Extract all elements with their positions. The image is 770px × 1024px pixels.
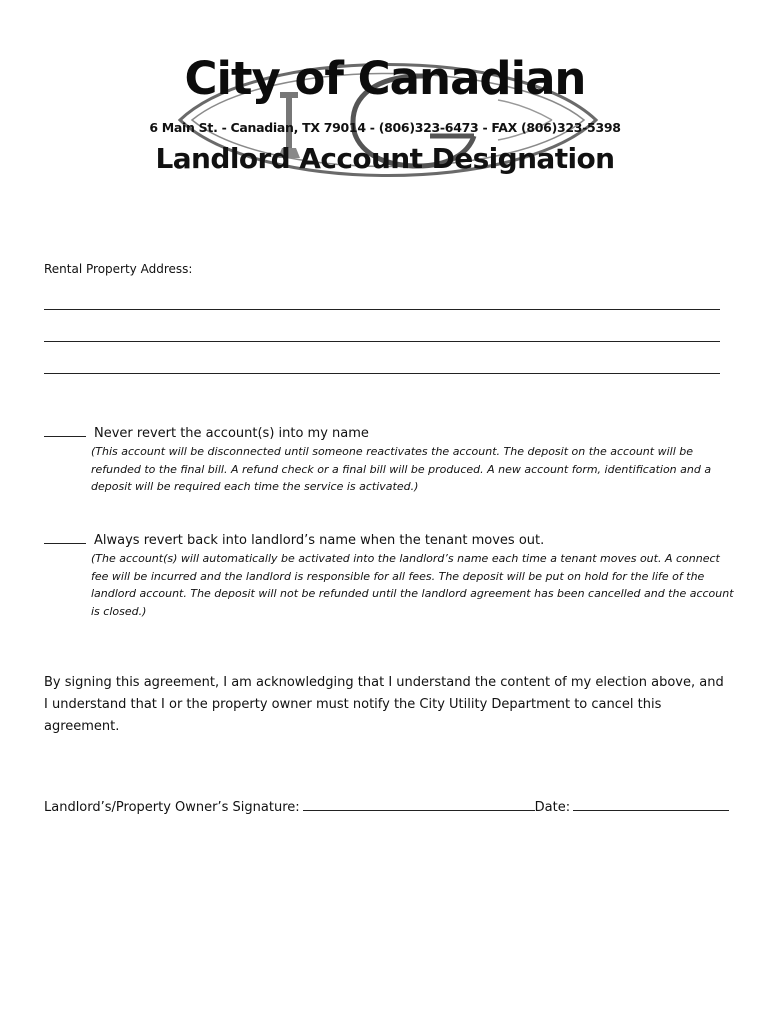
- city-title: City of Canadian: [184, 52, 586, 105]
- property-address-label: Rental Property Address:: [44, 262, 193, 276]
- city-address: 6 Main St. - Canadian, TX 79014 - (806)323-6473 - FAX (806)323-5398: [149, 120, 621, 135]
- property-address-line-1[interactable]: [44, 309, 720, 310]
- signature-label: Landlord’s/Property Owner’s Signature:: [44, 800, 300, 815]
- option-never-revert-label: Never revert the account(s) into my name: [94, 426, 369, 441]
- acknowledgement-text: By signing this agreement, I am acknowledging that I understand the content of my election above, and I understand that I or the property owner must notify the City Utility Department to cancel this agreement.: [44, 675, 724, 734]
- option-never-revert-blank[interactable]: [44, 436, 86, 437]
- property-address-line-3[interactable]: [44, 373, 720, 374]
- document-title: Landlord Account Designation: [155, 142, 615, 175]
- option-always-revert-label: Always revert back into landlord’s name when the tenant moves out.: [94, 533, 545, 548]
- option-never-revert-note: (This account will be disconnected until someone reactivates the account. The deposit on the account will be refunded to the final bill. A refund check or a final bill will be produced. A new account form, identification and a deposit will be required each time the service is activated.): [91, 445, 712, 493]
- property-address-line-2[interactable]: [44, 341, 720, 342]
- date-line[interactable]: [573, 798, 729, 811]
- option-always-revert-note: (The account(s) will automatically be activated into the landlord’s name each time a tenant moves out. A connect fee will be incurred and the landlord is responsible for all fees. The deposit will be put on hold for the life of the landlord account. The deposit will not be refunded until the landlord agreement has been cancelled and the account is closed.): [91, 552, 734, 618]
- signature-row: [44, 798, 724, 815]
- option-always-revert-blank[interactable]: [44, 543, 86, 544]
- option-never-revert: [44, 426, 734, 496]
- signature-line[interactable]: [303, 798, 535, 811]
- option-always-revert: [44, 533, 734, 620]
- date-label: Date:: [534, 800, 571, 815]
